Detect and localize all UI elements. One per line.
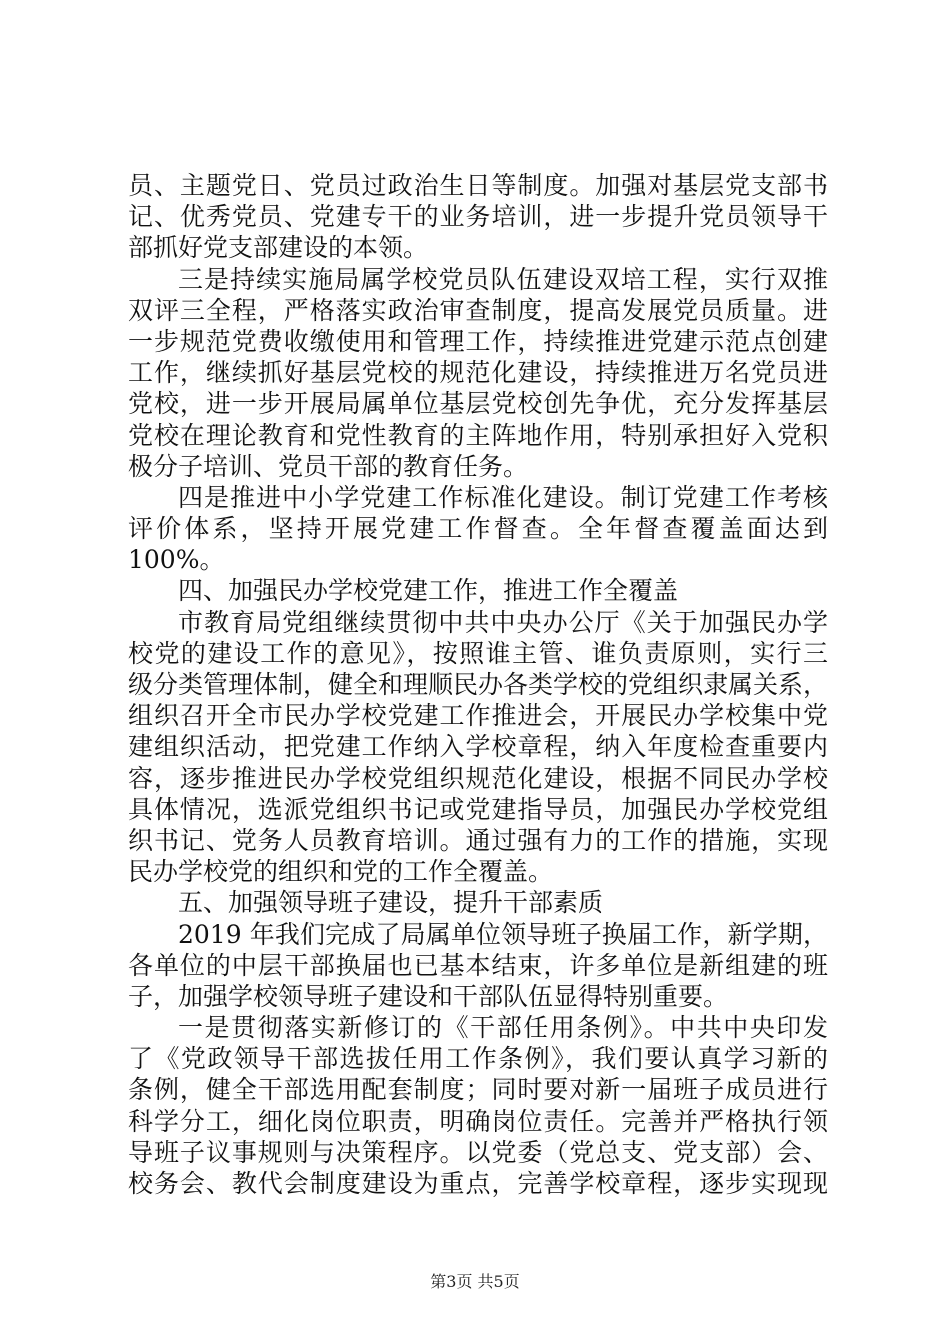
text-line: 记、优秀党员、党建专干的业务培训，进一步提升党员领导干	[128, 202, 828, 232]
text-line: 子，加强学校领导班子建设和干部队伍显得特别重要。	[128, 981, 729, 1011]
page-footer	[0, 1272, 950, 1292]
text-line: 建组织活动，把党建工作纳入学校章程，纳入年度检查重要内	[128, 732, 828, 762]
text-line: 民办学校党的组织和党的工作全覆盖。	[128, 857, 554, 887]
text-line: 校党的建设工作的意见》，按照谁主管、谁负责原则，实行三	[128, 638, 828, 668]
text-line: 工作，继续抓好基层党校的规范化建设，持续推进万名党员进	[128, 358, 828, 388]
text-line: 双评三全程，严格落实政治审查制度，提高发展党员质量。进	[128, 295, 828, 325]
text-line: 部抓好党支部建设的本领。	[128, 233, 429, 263]
page-number-label: 第3页 共5页	[430, 1272, 520, 1291]
text-line: 校务会、教代会制度建设为重点，完善学校章程，逐步实现现	[128, 1169, 828, 1198]
text-line: 2019 年我们完成了局属单位领导班子换届工作，新学期，	[178, 919, 828, 949]
text-line: 容，逐步推进民办学校党组织规范化建设，根据不同民办学校	[128, 763, 828, 793]
text-line: 了《党政领导干部选拔任用工作条例》，我们要认真学习新的	[128, 1044, 828, 1074]
section-heading: 四、加强民办学校党建工作，推进工作全覆盖	[178, 576, 679, 606]
text-line: 科学分工，细化岗位职责，明确岗位责任。完善并严格执行领	[128, 1106, 828, 1136]
text-line: 党校，进一步开展局属单位基层党校创先争优，充分发挥基层	[128, 389, 828, 419]
text-line: 员、主题党日、党员过政治生日等制度。加强对基层党支部书	[128, 171, 828, 200]
text-line: 组织召开全市民办学校党建工作推进会，开展民办学校集中党	[128, 701, 828, 731]
text-line: 极分子培训、党员干部的教育任务。	[128, 451, 529, 481]
text-line: 市教育局党组继续贯彻中共中央办公厅《关于加强民办学	[178, 607, 828, 637]
text-line: 条例，健全干部选用配套制度；同时要对新一届班子成员进行	[128, 1075, 828, 1105]
section-heading: 五、加强领导班子建设，提升干部素质	[178, 888, 604, 918]
text-line: 导班子议事规则与决策程序。以党委（党总支、党支部）会、	[128, 1137, 828, 1167]
text-line: 级分类管理体制，健全和理顺民办各类学校的党组织隶属关系，	[128, 670, 828, 699]
text-line: 评价体系，坚持开展党建工作督查。全年督查覆盖面达到	[128, 514, 828, 544]
text-line: 100%。	[128, 545, 225, 575]
text-line: 各单位的中层干部换届也已基本结束，许多单位是新组建的班	[128, 950, 828, 980]
text-line: 织书记、党务人员教育培训。通过强有力的工作的措施，实现	[128, 825, 828, 855]
text-line: 四是推进中小学党建工作标准化建设。制订党建工作考核	[178, 482, 828, 512]
text-line: 党校在理论教育和党性教育的主阵地作用，特别承担好入党积	[128, 420, 828, 450]
text-line: 一是贯彻落实新修订的《干部任用条例》。中共中央印发	[178, 1013, 828, 1043]
text-line: 具体情况，选派党组织书记或党建指导员，加强民办学校党组	[128, 794, 828, 824]
text-line: 三是持续实施局属学校党员队伍建设双培工程，实行双推	[178, 264, 828, 294]
document-body	[128, 170, 828, 1199]
text-line: 一步规范党费收缴使用和管理工作，持续推进党建示范点创建	[128, 326, 828, 356]
